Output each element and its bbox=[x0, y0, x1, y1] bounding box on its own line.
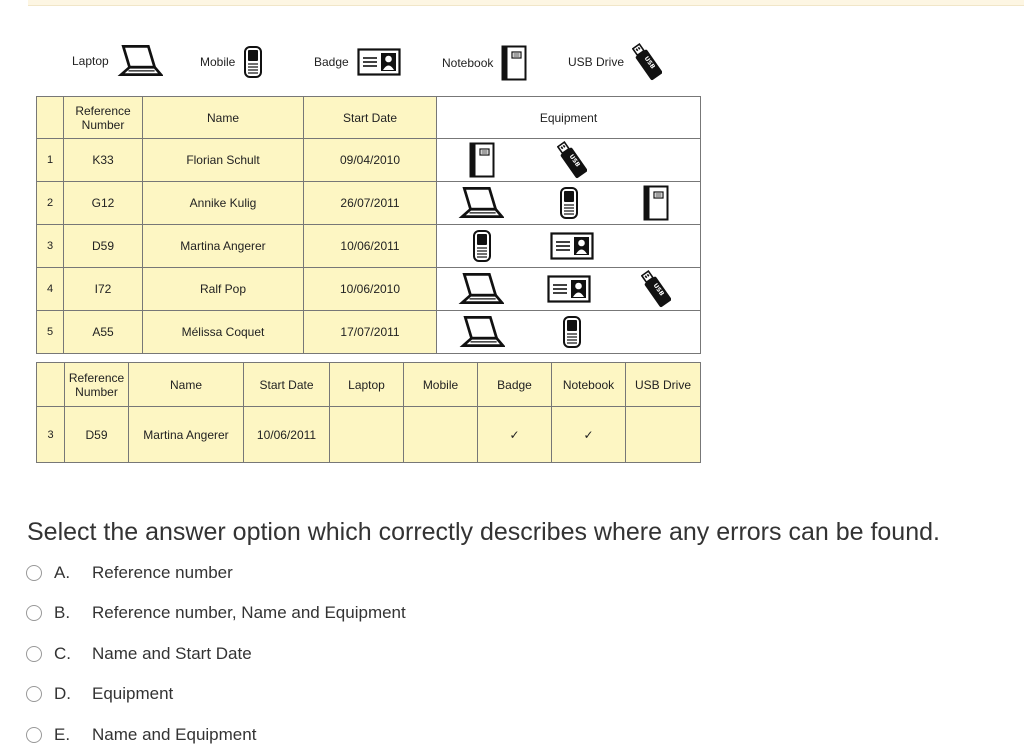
cell-badge-check: ✓ bbox=[478, 407, 552, 463]
radio-button[interactable] bbox=[26, 565, 42, 581]
table-row bbox=[37, 311, 701, 354]
legend-label: Notebook bbox=[442, 56, 494, 70]
table-row bbox=[37, 182, 701, 225]
legend-label: Badge bbox=[314, 55, 349, 69]
cell-equipment bbox=[437, 182, 701, 225]
mobile-icon bbox=[472, 228, 492, 264]
radio-button[interactable] bbox=[26, 686, 42, 702]
legend-usb-drive bbox=[568, 42, 662, 82]
radio-button[interactable] bbox=[26, 646, 42, 662]
usb-drive-icon bbox=[557, 140, 587, 180]
cell-reference-number: I72 bbox=[64, 268, 143, 311]
option-letter: B. bbox=[54, 603, 71, 622]
laptop-icon bbox=[459, 315, 505, 349]
row-number: 5 bbox=[37, 311, 64, 354]
comparison-table bbox=[36, 362, 701, 463]
row-number: 3 bbox=[37, 407, 65, 463]
laptop-icon bbox=[458, 272, 504, 306]
legend-mobile bbox=[200, 44, 263, 80]
legend-notebook bbox=[442, 45, 527, 81]
header-name: Name bbox=[129, 363, 244, 407]
table-header-row bbox=[37, 363, 701, 407]
cell-notebook-check: ✓ bbox=[552, 407, 626, 463]
option-letter: C. bbox=[54, 644, 71, 663]
cell-reference-number: A55 bbox=[64, 311, 143, 354]
cell-start-date: 10/06/2011 bbox=[304, 225, 437, 268]
cell-equipment bbox=[437, 225, 701, 268]
legend-badge bbox=[314, 48, 401, 76]
row-number: 1 bbox=[37, 139, 64, 182]
header-laptop: Laptop bbox=[330, 363, 404, 407]
mobile-icon bbox=[562, 314, 582, 350]
badge-icon bbox=[550, 232, 594, 260]
cell-usb-drive bbox=[626, 407, 701, 463]
table-row bbox=[37, 407, 701, 463]
radio-button[interactable] bbox=[26, 605, 42, 621]
legend-laptop bbox=[72, 44, 163, 78]
legend-label: USB Drive bbox=[568, 55, 625, 69]
cell-start-date: 10/06/2010 bbox=[304, 268, 437, 311]
row-number-header bbox=[37, 97, 64, 139]
usb-drive-icon bbox=[632, 42, 662, 82]
header-start-date: Start Date bbox=[304, 97, 437, 139]
cell-reference-number: D59 bbox=[64, 225, 143, 268]
header-name: Name bbox=[143, 97, 304, 139]
answer-option-d[interactable] bbox=[26, 684, 173, 704]
radio-button[interactable] bbox=[26, 727, 42, 743]
legend-label: Mobile bbox=[200, 55, 236, 69]
notebook-icon bbox=[469, 142, 495, 178]
cell-name: Martina Angerer bbox=[143, 225, 304, 268]
cell-name: Florian Schult bbox=[143, 139, 304, 182]
cell-name: Mélissa Coquet bbox=[143, 311, 304, 354]
cell-reference-number: K33 bbox=[64, 139, 143, 182]
header-reference-number: Reference Number bbox=[64, 97, 143, 139]
option-letter: E. bbox=[54, 725, 71, 744]
mobile-icon bbox=[243, 44, 263, 80]
top-banner bbox=[28, 0, 1024, 6]
cell-start-date: 10/06/2011 bbox=[244, 407, 330, 463]
header-mobile: Mobile bbox=[404, 363, 478, 407]
cell-name: Annike Kulig bbox=[143, 182, 304, 225]
option-letter: A. bbox=[54, 563, 71, 582]
cell-laptop bbox=[330, 407, 404, 463]
header-reference-number: Reference Number bbox=[65, 363, 129, 407]
header-notebook: Notebook bbox=[552, 363, 626, 407]
notebook-icon bbox=[501, 45, 527, 81]
laptop-icon bbox=[117, 44, 163, 78]
header-badge: Badge bbox=[478, 363, 552, 407]
row-number: 2 bbox=[37, 182, 64, 225]
badge-icon bbox=[357, 48, 401, 76]
table-header-row bbox=[37, 97, 701, 139]
answer-option-a[interactable] bbox=[26, 563, 233, 583]
row-number: 3 bbox=[37, 225, 64, 268]
option-letter: D. bbox=[54, 684, 71, 703]
usb-drive-icon bbox=[641, 269, 671, 309]
records-table bbox=[36, 96, 701, 354]
option-text: Name and Equipment bbox=[92, 725, 257, 744]
cell-equipment bbox=[437, 268, 701, 311]
cell-name: Ralf Pop bbox=[143, 268, 304, 311]
table-row bbox=[37, 225, 701, 268]
cell-name: Martina Angerer bbox=[129, 407, 244, 463]
badge-icon bbox=[547, 275, 591, 303]
cell-reference-number: D59 bbox=[65, 407, 129, 463]
cell-mobile bbox=[404, 407, 478, 463]
notebook-icon bbox=[643, 185, 669, 221]
row-number-header bbox=[37, 363, 65, 407]
header-equipment: Equipment bbox=[437, 97, 701, 139]
legend-label: Laptop bbox=[72, 54, 109, 68]
answer-option-c[interactable] bbox=[26, 644, 252, 664]
laptop-icon bbox=[458, 186, 504, 220]
row-number: 4 bbox=[37, 268, 64, 311]
cell-equipment bbox=[437, 139, 701, 182]
table-row bbox=[37, 139, 701, 182]
header-usb-drive: USB Drive bbox=[626, 363, 701, 407]
cell-equipment bbox=[437, 311, 701, 354]
question-text: Select the answer option which correctly describes where any errors can be found. bbox=[27, 518, 940, 546]
option-text: Reference number bbox=[92, 563, 233, 582]
answer-option-e[interactable] bbox=[26, 725, 256, 745]
mobile-icon bbox=[559, 185, 579, 221]
cell-start-date: 09/04/2010 bbox=[304, 139, 437, 182]
cell-reference-number: G12 bbox=[64, 182, 143, 225]
answer-option-b[interactable] bbox=[26, 603, 406, 623]
cell-start-date: 26/07/2011 bbox=[304, 182, 437, 225]
cell-start-date: 17/07/2011 bbox=[304, 311, 437, 354]
option-text: Equipment bbox=[92, 684, 174, 703]
option-text: Name and Start Date bbox=[92, 644, 252, 663]
table-row bbox=[37, 268, 701, 311]
option-text: Reference number, Name and Equipment bbox=[92, 603, 406, 622]
header-start-date: Start Date bbox=[244, 363, 330, 407]
